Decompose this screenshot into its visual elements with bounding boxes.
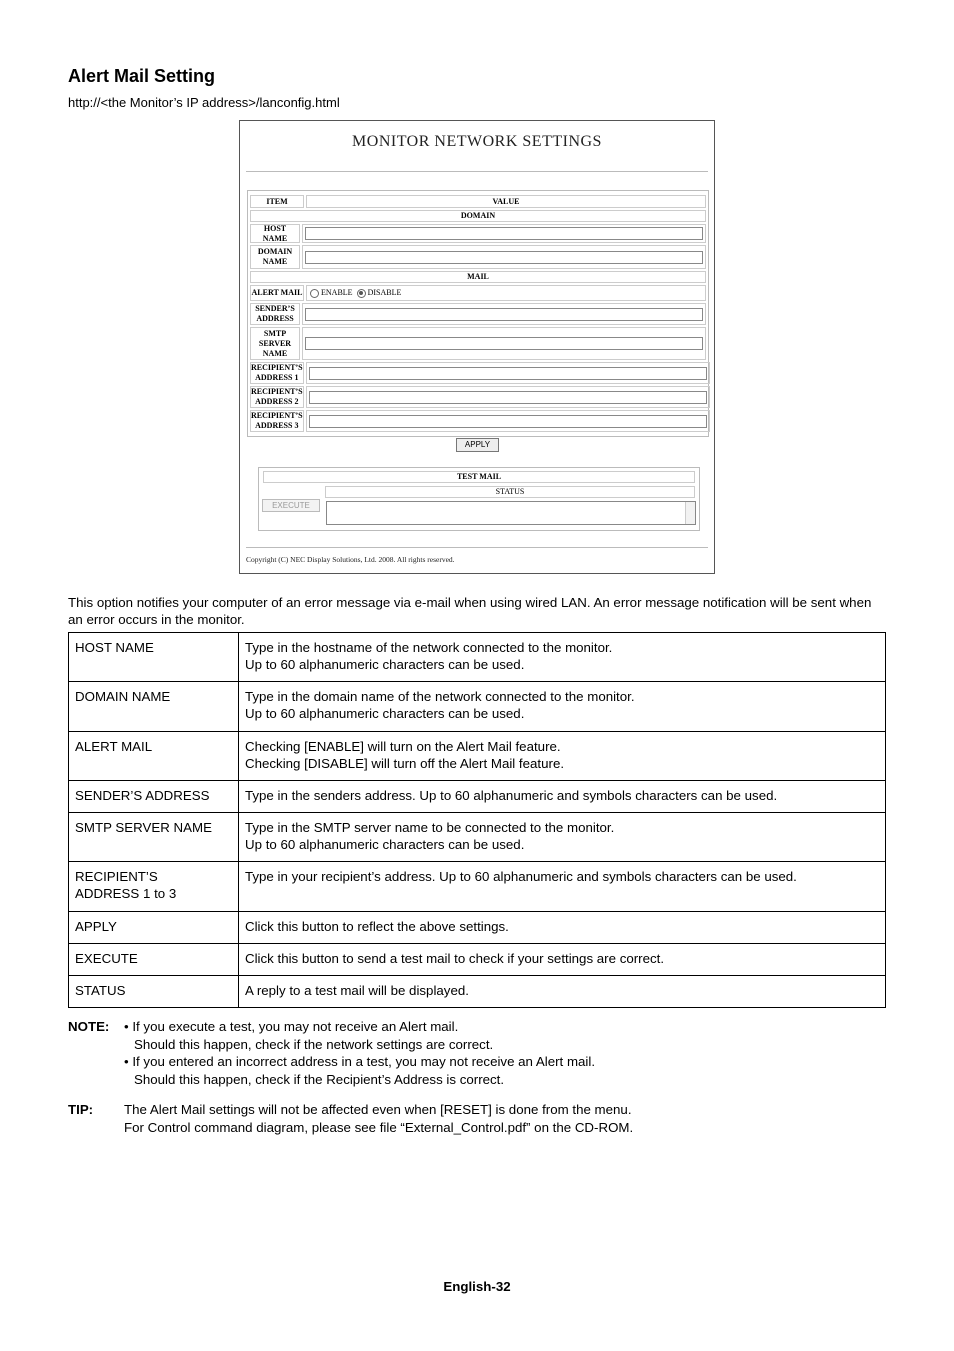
note-label-text: NOTE:	[68, 1019, 110, 1034]
row-key: ALERT MAIL	[69, 732, 239, 781]
desc-line: Checking [DISABLE] will turn off the Alert Mail feature.	[245, 756, 565, 771]
label-senders-address: SENDER’S ADDRESS	[250, 303, 300, 325]
recipient-2-cell	[306, 386, 710, 408]
table-row	[69, 633, 886, 682]
settings-header-row	[250, 195, 706, 208]
row-desc: Click this button to send a test mail to check if your settings are correct.	[239, 944, 886, 976]
test-mail-box	[258, 467, 700, 531]
desc-line: Up to 60 alphanumeric characters can be used.	[245, 657, 525, 672]
recipient-1-cell	[306, 362, 710, 384]
intro-paragraph: This option notifies your computer of an error message via e-mail when using wired LAN. An error message notification will be sent when an error occurs in the monitor.	[68, 595, 872, 627]
row-key: DOMAIN NAME	[69, 682, 239, 732]
key-line: ADDRESS 1 to 3	[75, 886, 177, 901]
settings-table	[247, 190, 709, 437]
label-recipient-1: RECIPIENT’S ADDRESS 1	[251, 363, 303, 382]
section-row	[250, 210, 706, 222]
senders-address-input[interactable]	[305, 308, 703, 321]
recipient-2-input[interactable]	[309, 391, 707, 404]
alert-mail-cell	[306, 285, 706, 301]
table-row	[69, 781, 886, 813]
section-mail: MAIL	[250, 271, 706, 283]
row-desc: Type in the senders address. Up to 60 alphanumeric and symbols characters can be used.	[239, 781, 886, 813]
table-row	[69, 912, 886, 944]
note-bullet: • If you entered an incorrect address in a test, you may not receive an Alert mail.	[124, 1054, 596, 1069]
note-line: Should this happen, check if the Recipient’s Address is correct.	[134, 1071, 505, 1087]
page-number: English-32	[443, 1279, 511, 1294]
settings-title: MONITOR NETWORK SETTINGS	[352, 133, 602, 150]
host-name-input[interactable]	[305, 227, 703, 240]
table-row	[69, 682, 886, 732]
desc-line: Up to 60 alphanumeric characters can be used.	[245, 837, 525, 852]
enable-radio[interactable]	[310, 289, 319, 298]
section-domain: DOMAIN	[250, 210, 706, 222]
row-desc	[239, 633, 886, 682]
recipient-1-input[interactable]	[309, 367, 707, 380]
apply-button[interactable]: APPLY	[456, 438, 499, 452]
row-key: SMTP SERVER NAME	[69, 813, 239, 862]
desc-line: Checking [ENABLE] will turn on the Alert Mail feature.	[245, 739, 561, 754]
tip-label	[68, 1101, 93, 1119]
test-mail-label: TEST MAIL	[263, 471, 695, 483]
settings-row	[250, 327, 706, 360]
row-key: SENDER’S ADDRESS	[69, 781, 239, 813]
copyright-text: Copyright (C) NEC Display Solutions, Ltd. 2008. All rights reserved.	[246, 555, 455, 564]
col-item: ITEM	[250, 195, 304, 208]
label-smtp-server: SMTP SERVER NAME	[250, 327, 300, 360]
desc-line: Type in the hostname of the network connected to the monitor.	[245, 640, 613, 655]
disable-label: DISABLE	[367, 288, 402, 297]
page-title: Alert Mail Setting	[68, 66, 216, 86]
row-key: APPLY	[69, 912, 239, 944]
table-row	[69, 944, 886, 976]
table-row	[69, 862, 886, 912]
domain-name-input[interactable]	[305, 251, 703, 264]
settings-screenshot	[239, 120, 715, 574]
row-key: HOST NAME	[69, 633, 239, 682]
settings-row	[250, 285, 706, 301]
tip-line: The Alert Mail settings will not be affected even when [RESET] is done from the menu.	[124, 1102, 632, 1117]
execute-button[interactable]: EXECUTE	[262, 499, 320, 512]
settings-row	[250, 224, 706, 243]
tip-body	[124, 1101, 633, 1136]
key-line: RECIPIENT’S	[75, 869, 158, 884]
label-host-name: HOST NAME	[250, 224, 300, 243]
desc-line: Type in the domain name of the network connected to the monitor.	[245, 689, 635, 704]
host-name-cell	[302, 224, 706, 243]
status-label: STATUS	[325, 486, 695, 498]
divider	[246, 547, 708, 548]
label-alert-mail: ALERT MAIL	[250, 285, 304, 301]
row-key: EXECUTE	[69, 944, 239, 976]
note-label	[68, 1018, 109, 1036]
tip-label-text: TIP:	[68, 1102, 94, 1117]
row-key: STATUS	[69, 976, 239, 1008]
divider	[246, 171, 708, 172]
label-recipient-3: RECIPIENT’S ADDRESS 3	[251, 411, 303, 430]
table-row	[69, 732, 886, 781]
enable-label: ENABLE	[321, 288, 353, 297]
status-scrollbar[interactable]	[685, 502, 695, 524]
row-desc: Click this button to reflect the above settings.	[239, 912, 886, 944]
recipient-3-input[interactable]	[309, 415, 707, 428]
disable-radio[interactable]	[357, 289, 366, 298]
settings-description-table	[68, 632, 886, 1008]
url-text: http://<the Monitor’s IP address>/lanconfig.html	[68, 95, 340, 110]
section-row	[250, 271, 706, 283]
row-desc: Type in your recipient’s address. Up to 60 alphanumeric and symbols characters can be used.	[239, 862, 886, 912]
recipient-3-cell	[306, 410, 710, 432]
label-domain-name: DOMAIN NAME	[250, 245, 300, 269]
row-desc	[239, 732, 886, 781]
note-body	[124, 1018, 595, 1088]
row-desc	[239, 813, 886, 862]
smtp-server-input[interactable]	[305, 337, 703, 350]
row-key	[69, 862, 239, 912]
smtp-server-cell	[302, 327, 706, 360]
row-desc: A reply to a test mail will be displayed.	[239, 976, 886, 1008]
status-textarea[interactable]	[326, 501, 696, 525]
row-desc	[239, 682, 886, 732]
note-bullet: • If you execute a test, you may not receive an Alert mail.	[124, 1019, 459, 1034]
settings-row	[250, 303, 706, 325]
table-row	[69, 813, 886, 862]
table-row	[69, 976, 886, 1008]
note-line: Should this happen, check if the network settings are correct.	[134, 1036, 494, 1052]
senders-address-cell	[302, 303, 706, 325]
domain-name-cell	[302, 245, 706, 269]
desc-line: Up to 60 alphanumeric characters can be used.	[245, 706, 525, 721]
col-value: VALUE	[306, 195, 706, 208]
label-recipient-2: RECIPIENT’S ADDRESS 2	[251, 387, 303, 406]
settings-row	[250, 245, 706, 269]
settings-row	[250, 410, 706, 432]
tip-line: For Control command diagram, please see file “External_Control.pdf” on the CD-ROM.	[124, 1119, 634, 1135]
settings-row	[250, 362, 706, 384]
settings-row	[250, 386, 706, 408]
desc-line: Type in the SMTP server name to be connected to the monitor.	[245, 820, 615, 835]
